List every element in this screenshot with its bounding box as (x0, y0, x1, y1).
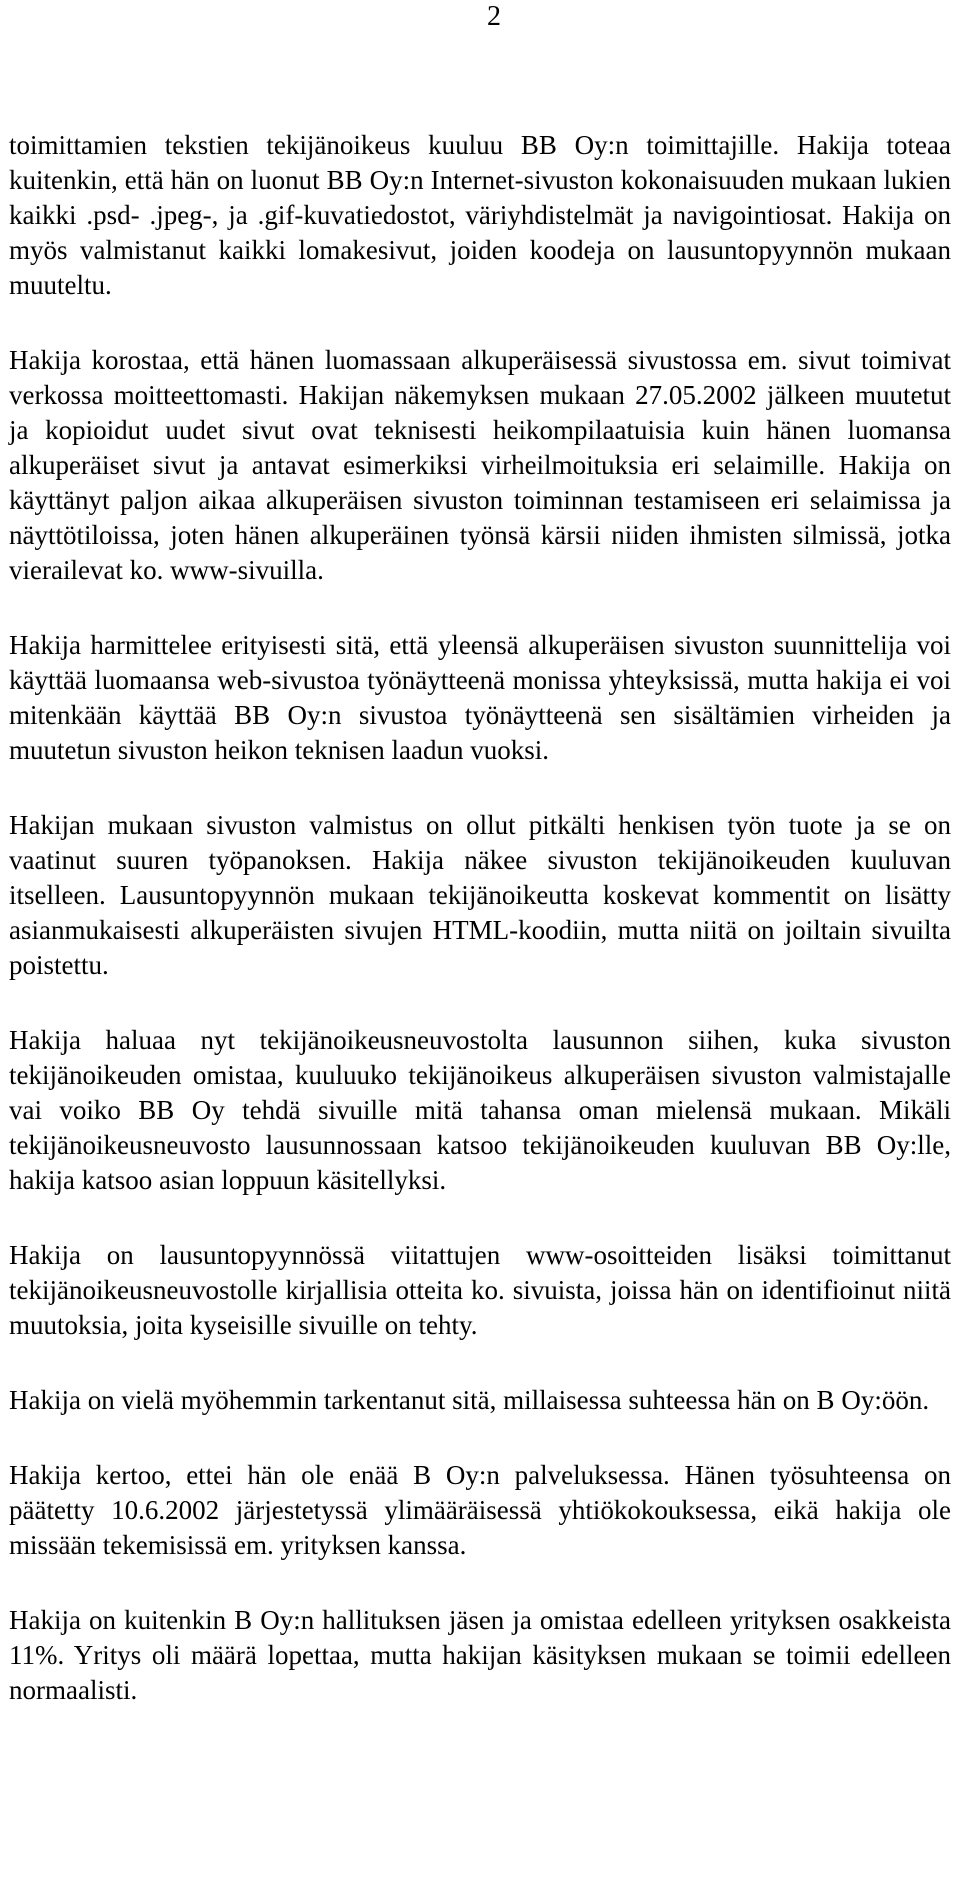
paragraph-relationship-clarification: Hakija on vielä myöhemmin tarkentanut sitä, millaisessa suhteessa hän on B Oy:öön. (9, 1385, 930, 1415)
page-number: 2 (487, 1, 501, 32)
paragraph-request-for-opinion: Hakija haluaa nyt tekijänoikeusneuvostolta lausunnon siihen, kuka sivuston tekijänoikeuden omistaa, kuuluuko tekijänoikeus alkuperäisen sivuston valmistajalle vai voiko BB Oy tehdä sivuille mitä tahansa oman mielensä mukaan. Mikäli tekijänoikeusneuvosto lausunnossaan katsoo tekijänoikeuden kuuluvan BB Oy:lle, hakija katsoo asian loppuun käsitellyksi. (9, 1025, 951, 1195)
paragraph-copyright-claim: toimittamien tekstien tekijänoikeus kuuluu BB Oy:n toimittajille. Hakija toteaa kuitenkin, että hän on luonut BB Oy:n Internet-sivuston kokonaisuuden mukaan lukien kaikki .psd- .jpeg-, ja .gif-kuvatiedostot, väriyhdistelmät ja navigointiosat. Hakija on myös valmistanut kaikki lomakesivut, joiden koodeja on lausuntopyynnön mukaan muuteltu. (9, 130, 951, 300)
paragraph-submitted-excerpts: Hakija on lausuntopyynnössä viitattujen www-osoitteiden lisäksi toimittanut tekijänoikeusneuvostolle kirjallisia otteita ko. sivuista, joissa hän on identifioinut niitä muutoksia, joita kyseisille sivuille on tehty. (9, 1240, 951, 1340)
paragraph-portfolio-concern: Hakija harmittelee erityisesti sitä, että yleensä alkuperäisen sivuston suunnittelija voi käyttää luomaansa web-sivustoa työnäytteenä monissa yhteyksissä, mutta hakija ei voi mitenkään käyttää BB Oy:n sivustoa työnäytteenä sen sisältämien virheiden ja muutetun sivuston heikon teknisen laadun vuoksi. (9, 630, 951, 765)
paragraph-original-site-quality: Hakija korostaa, että hänen luomassaan alkuperäisessä sivustossa em. sivut toimivat verkossa moitteettomasti. Hakijan näkemyksen mukaan 27.05.2002 jälkeen muutetut ja kopioidut uudet sivut ovat teknisesti heikompilaatuisia kuin hänen luomansa alkuperäiset sivut ja antavat esimerkiksi virheilmoituksia eri selaimille. Hakija on käyttänyt paljon aikaa alkuperäisen sivuston toiminnan testamiseen eri selaimissa ja näyttötiloissa, joten hänen alkuperäinen työnsä kärsii niiden ihmisten silmissä, jotka vierailevat ko. www-sivuilla. (9, 345, 951, 585)
paragraph-intellectual-work: Hakijan mukaan sivuston valmistus on ollut pitkälti henkisen työn tuote ja se on vaatinut suuren työpanoksen. Hakija näkee sivuston tekijänoikeuden kuuluvan itselleen. Lausuntopyynnön mukaan tekijänoikeutta koskevat kommentit on lisätty asianmukaisesti alkuperäisten sivujen HTML-koodiin, mutta niitä on joiltain sivuilta poistettu. (9, 810, 951, 980)
document-body (9, 128, 951, 1748)
paragraph-employment-ended: Hakija kertoo, ettei hän ole enää B Oy:n palveluksessa. Hänen työsuhteensa on päätetty 10.6.2002 järjestetyssä ylimääräisessä yhtiökokouksessa, eikä hakija ole missään tekemisissä em. yrityksen kanssa. (9, 1460, 951, 1560)
paragraph-board-member: Hakija on kuitenkin B Oy:n hallituksen jäsen ja omistaa edelleen yrityksen osakkeista 11%. Yritys oli määrä lopettaa, mutta hakijan käsityksen mukaan se toimii edelleen normaalisti. (9, 1605, 951, 1705)
